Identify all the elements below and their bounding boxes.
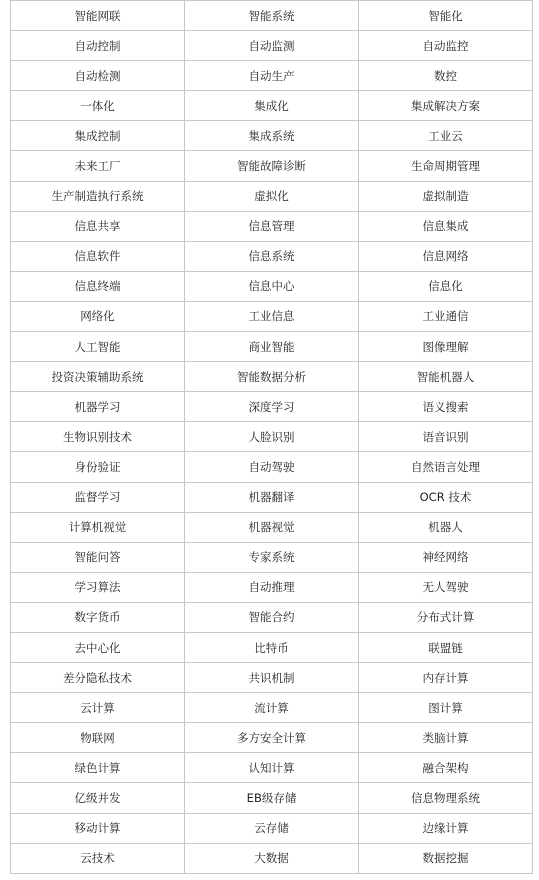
table-cell: 数据挖掘 xyxy=(359,843,533,873)
table-row xyxy=(11,61,533,91)
table-row xyxy=(11,693,533,723)
table-row xyxy=(11,783,533,813)
table-cell: 机器视觉 xyxy=(185,512,359,542)
table-cell: 云计算 xyxy=(11,693,185,723)
table-cell: 一体化 xyxy=(11,91,185,121)
table-cell: 集成化 xyxy=(185,91,359,121)
table-row xyxy=(11,542,533,572)
table-cell: 智能化 xyxy=(359,1,533,31)
table-cell: 大数据 xyxy=(185,843,359,873)
table-cell: 数控 xyxy=(359,61,533,91)
table-cell: 人工智能 xyxy=(11,332,185,362)
table-row xyxy=(11,572,533,602)
table-cell: 移动计算 xyxy=(11,813,185,843)
table-cell: 集成系统 xyxy=(185,121,359,151)
table-cell: 监督学习 xyxy=(11,482,185,512)
table-cell: 比特币 xyxy=(185,632,359,662)
table-cell: 边缘计算 xyxy=(359,813,533,843)
table-row xyxy=(11,452,533,482)
table-cell: EB级存储 xyxy=(185,783,359,813)
table-cell: 无人驾驶 xyxy=(359,572,533,602)
table-cell: 云技术 xyxy=(11,843,185,873)
table-cell: 自动推理 xyxy=(185,572,359,602)
table-cell: OCR 技术 xyxy=(359,482,533,512)
table-row xyxy=(11,31,533,61)
table-cell: 工业通信 xyxy=(359,301,533,331)
table-row xyxy=(11,723,533,753)
table-cell: 信息化 xyxy=(359,271,533,301)
table-cell: 自动监测 xyxy=(185,31,359,61)
table-cell: 深度学习 xyxy=(185,392,359,422)
table-cell: 类脑计算 xyxy=(359,723,533,753)
table-cell: 集成控制 xyxy=(11,121,185,151)
keyword-table-body xyxy=(11,1,533,874)
table-cell: 计算机视觉 xyxy=(11,512,185,542)
table-cell: 信息终端 xyxy=(11,271,185,301)
table-cell: 自动控制 xyxy=(11,31,185,61)
table-cell: 信息共享 xyxy=(11,211,185,241)
table-row xyxy=(11,301,533,331)
table-cell: 语义搜索 xyxy=(359,392,533,422)
table-cell: 虚拟制造 xyxy=(359,181,533,211)
table-cell: 集成解决方案 xyxy=(359,91,533,121)
table-cell: 内存计算 xyxy=(359,663,533,693)
table-cell: 机器人 xyxy=(359,512,533,542)
table-row xyxy=(11,663,533,693)
table-cell: 信息软件 xyxy=(11,241,185,271)
table-row xyxy=(11,91,533,121)
table-row xyxy=(11,392,533,422)
table-cell: 图计算 xyxy=(359,693,533,723)
table-row xyxy=(11,632,533,662)
table-cell: 自然语言处理 xyxy=(359,452,533,482)
table-cell: 网络化 xyxy=(11,301,185,331)
table-cell: 多方安全计算 xyxy=(185,723,359,753)
table-row xyxy=(11,362,533,392)
table-row xyxy=(11,813,533,843)
table-cell: 智能系统 xyxy=(185,1,359,31)
table-cell: 信息系统 xyxy=(185,241,359,271)
table-cell: 融合架构 xyxy=(359,753,533,783)
table-cell: 自动生产 xyxy=(185,61,359,91)
table-cell: 专家系统 xyxy=(185,542,359,572)
table-cell: 信息网络 xyxy=(359,241,533,271)
table-cell: 语音识别 xyxy=(359,422,533,452)
table-cell: 机器学习 xyxy=(11,392,185,422)
table-cell: 物联网 xyxy=(11,723,185,753)
table-cell: 商业智能 xyxy=(185,332,359,362)
table-cell: 信息管理 xyxy=(185,211,359,241)
table-cell: 认知计算 xyxy=(185,753,359,783)
table-row xyxy=(11,211,533,241)
table-row xyxy=(11,753,533,783)
table-cell: 自动监控 xyxy=(359,31,533,61)
table-row xyxy=(11,422,533,452)
table-cell: 生产制造执行系统 xyxy=(11,181,185,211)
table-cell: 自动驾驶 xyxy=(185,452,359,482)
table-cell: 去中心化 xyxy=(11,632,185,662)
keyword-table-container xyxy=(10,0,532,874)
table-cell: 云存储 xyxy=(185,813,359,843)
table-cell: 智能故障诊断 xyxy=(185,151,359,181)
table-cell: 图像理解 xyxy=(359,332,533,362)
table-cell: 生物识别技术 xyxy=(11,422,185,452)
table-cell: 神经网络 xyxy=(359,542,533,572)
table-cell: 联盟链 xyxy=(359,632,533,662)
table-cell: 共识机制 xyxy=(185,663,359,693)
table-cell: 机器翻译 xyxy=(185,482,359,512)
table-cell: 智能数据分析 xyxy=(185,362,359,392)
table-cell: 身份验证 xyxy=(11,452,185,482)
table-cell: 数字货币 xyxy=(11,602,185,632)
table-cell: 分布式计算 xyxy=(359,602,533,632)
table-cell: 流计算 xyxy=(185,693,359,723)
table-cell: 亿级并发 xyxy=(11,783,185,813)
table-row xyxy=(11,332,533,362)
table-cell: 信息中心 xyxy=(185,271,359,301)
table-row xyxy=(11,121,533,151)
table-cell: 未来工厂 xyxy=(11,151,185,181)
table-cell: 投资决策辅助系统 xyxy=(11,362,185,392)
table-cell: 人脸识别 xyxy=(185,422,359,452)
table-cell: 学习算法 xyxy=(11,572,185,602)
table-cell: 工业信息 xyxy=(185,301,359,331)
table-cell: 信息物理系统 xyxy=(359,783,533,813)
table-cell: 自动检测 xyxy=(11,61,185,91)
table-cell: 智能机器人 xyxy=(359,362,533,392)
table-cell: 智能合约 xyxy=(185,602,359,632)
table-cell: 差分隐私技术 xyxy=(11,663,185,693)
table-row xyxy=(11,843,533,873)
table-row xyxy=(11,271,533,301)
table-cell: 智能问答 xyxy=(11,542,185,572)
table-row xyxy=(11,482,533,512)
table-row xyxy=(11,241,533,271)
table-cell: 信息集成 xyxy=(359,211,533,241)
table-row xyxy=(11,1,533,31)
table-cell: 生命周期管理 xyxy=(359,151,533,181)
table-row xyxy=(11,602,533,632)
table-cell: 工业云 xyxy=(359,121,533,151)
table-row xyxy=(11,181,533,211)
table-row xyxy=(11,512,533,542)
table-cell: 绿色计算 xyxy=(11,753,185,783)
keyword-table xyxy=(10,0,533,874)
table-row xyxy=(11,151,533,181)
table-cell: 虚拟化 xyxy=(185,181,359,211)
table-cell: 智能网联 xyxy=(11,1,185,31)
